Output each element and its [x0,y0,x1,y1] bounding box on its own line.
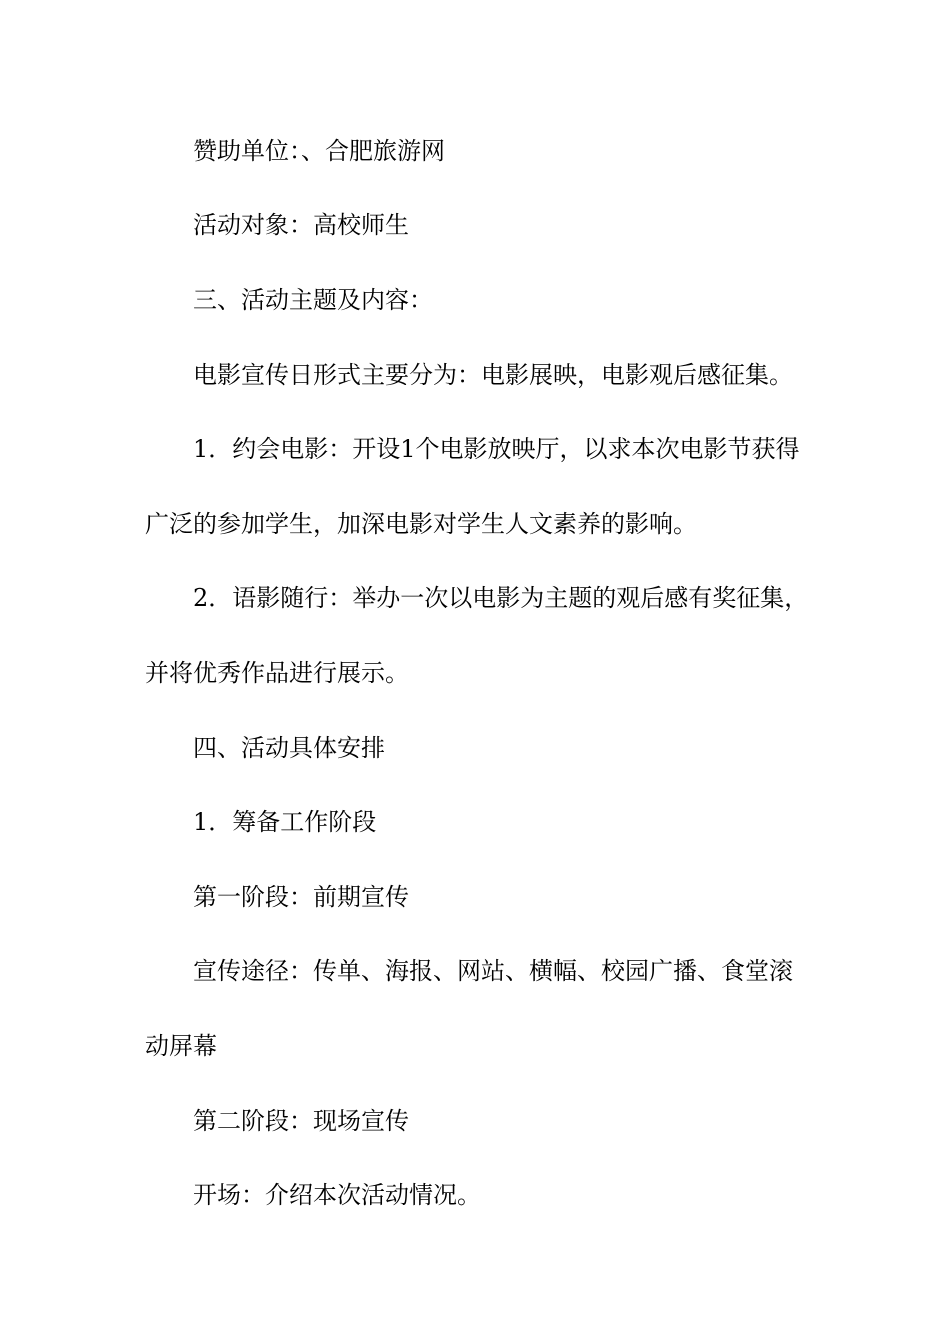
phase-1-heading: 第一阶段：前期宣传 [193,883,409,911]
section-heading-theme: 三、活动主题及内容： [193,286,433,314]
promotion-channels-line-2: 动屏幕 [145,1032,217,1060]
item-2-line-2: 并将优秀作品进行展示。 [145,659,409,687]
paragraph-format: 电影宣传日形式主要分为：电影展映，电影观后感征集。 [193,361,793,389]
promotion-channels-line-1: 宣传途径：传单、海报、网站、横幅、校园广播、食堂滚 [193,957,793,985]
item-2-line-1: 2．语影随行：举办一次以电影为主题的观后感有奖征集， [193,584,809,612]
section-heading-schedule: 四、活动具体安排 [193,734,385,762]
sponsor-line: 赞助单位：、合肥旅游网 [193,137,445,165]
opening-line: 开场：介绍本次活动情况。 [193,1181,481,1209]
item-1-line-2: 广泛的参加学生，加深电影对学生人文素养的影响。 [145,510,697,538]
audience-line: 活动对象：高校师生 [193,211,409,239]
item-1-line-1: 1．约会电影：开设1个电影放映厅，以求本次电影节获得 [193,435,800,463]
stage-heading-preparation: 1．筹备工作阶段 [193,808,377,836]
phase-2-heading: 第二阶段：现场宣传 [193,1107,409,1135]
